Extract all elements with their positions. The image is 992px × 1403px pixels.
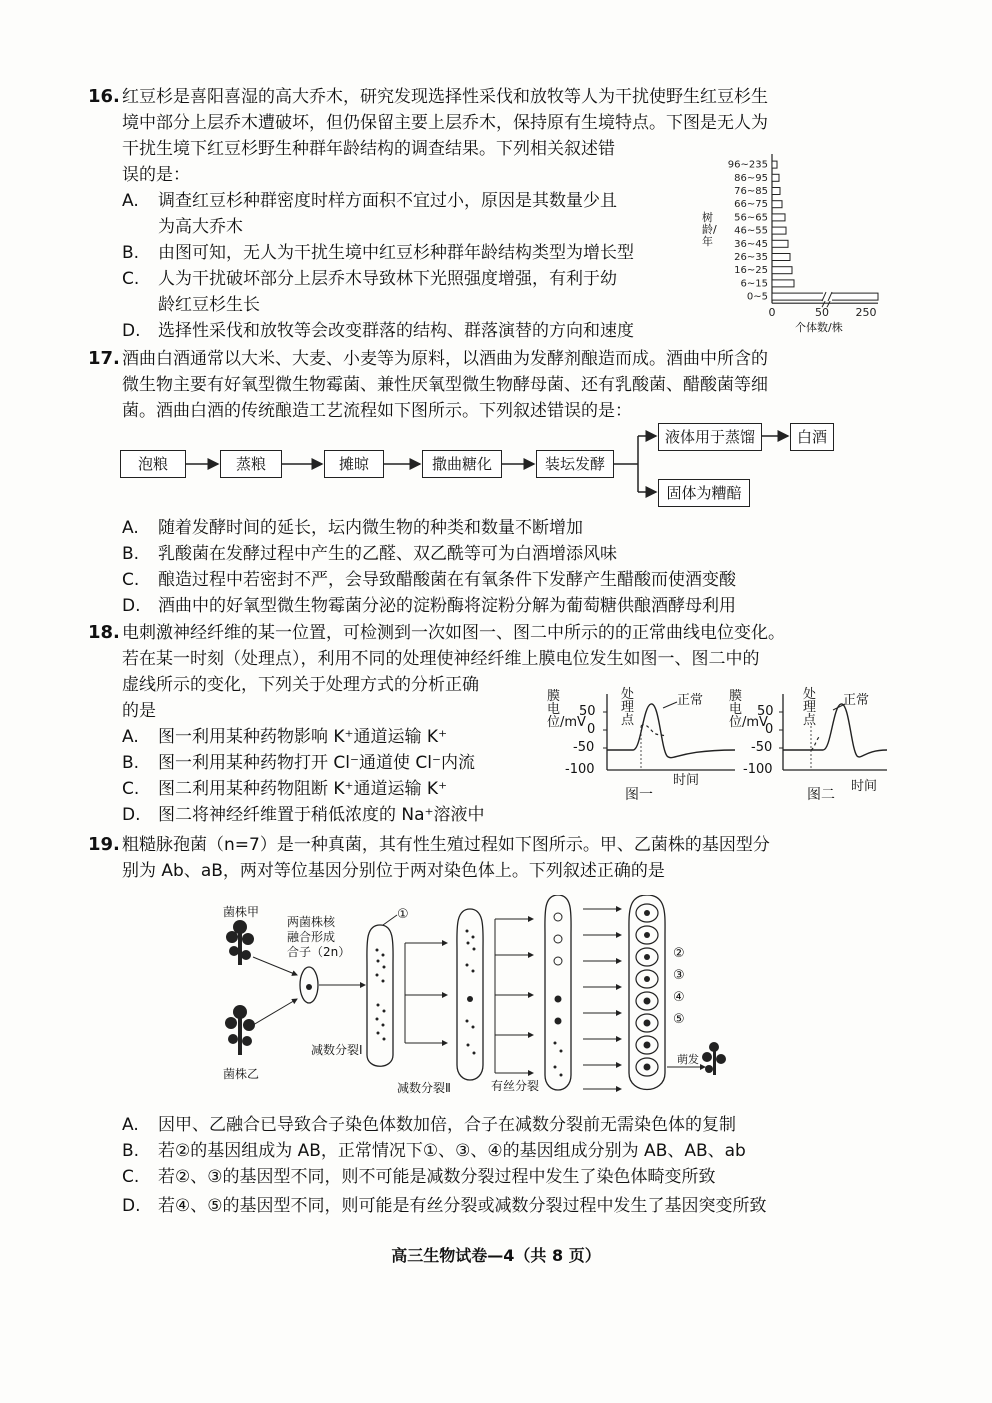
graph1-ylabel: 膜电位/mV bbox=[547, 689, 586, 730]
membrane-potential-graph-2 bbox=[727, 686, 897, 806]
age-bar-6~15 bbox=[772, 280, 794, 287]
flow-step-soak: 泡粮 bbox=[120, 450, 186, 478]
q18-option-b-text: 图一利用某种药物打开 Cl⁻通道使 Cl⁻内流 bbox=[158, 753, 475, 773]
q19-option-d-text: 若④、⑤的基因型不同，则可能是有丝分裂或减数分裂过程中发生了基因突变所致 bbox=[158, 1196, 767, 1216]
fusion-label-2: 融合形成 bbox=[287, 930, 336, 944]
q16-option-c-text: 人为干扰破坏部分上层乔木导致林下光照强度增强，有利于幼 bbox=[158, 269, 617, 289]
question-number-16: 16. bbox=[88, 86, 120, 107]
age-tick-label: 6~15 bbox=[740, 278, 768, 290]
q16-option-a-text-cont: 为高大乔木 bbox=[158, 217, 243, 237]
q18-option-d-label: D. bbox=[122, 805, 141, 825]
q19-stem-line-2: 别为 Ab、aB，两对等位基因分别位于两对染色体上。下列叙述正确的是 bbox=[122, 861, 665, 881]
q17-option-a-text: 随着发酵时间的延长，坛内微生物的种类和数量不断增加 bbox=[158, 518, 583, 538]
strain-a-label: 菌株甲 bbox=[223, 905, 260, 919]
q17-stem-line-2: 微生物主要有好氧型微生物霉菌、兼性厌氧型微生物酵母菌、还有乳酸菌、醋酸菌等细 bbox=[122, 375, 768, 395]
x-tick-label: 250 bbox=[855, 306, 877, 320]
q17-option-b-text: 乳酸菌在发酵过程中产生的乙醛、双乙酰等可为白酒增添风味 bbox=[158, 544, 617, 564]
fusion-label-3: 合子（2n） bbox=[287, 945, 351, 959]
age-bar-76~85 bbox=[772, 188, 780, 195]
question-number-19: 19. bbox=[88, 834, 120, 855]
graph1-xlabel: 时间 bbox=[673, 773, 700, 788]
age-bar-96~235 bbox=[772, 161, 777, 168]
q19-option-d-label: D. bbox=[122, 1196, 141, 1216]
q16-option-c-label: C. bbox=[122, 269, 140, 289]
graph1-ytick-50: 50 bbox=[579, 704, 596, 719]
age-bar-56~65 bbox=[772, 214, 785, 221]
graph2-point-label: 处理点 bbox=[803, 687, 817, 728]
marker-3: ③ bbox=[673, 968, 685, 983]
graph2-ytick-neg50: -50 bbox=[751, 740, 773, 755]
q17-option-a-label: A. bbox=[122, 518, 139, 538]
age-tick-label: 36~45 bbox=[734, 238, 768, 250]
flow-result-baijiu: 白酒 bbox=[790, 423, 834, 451]
graph1-ytick-0: 0 bbox=[587, 722, 596, 737]
flow-step-steam: 蒸粮 bbox=[220, 450, 282, 478]
q16-stem-line-2: 境中部分上层乔木遭破坏，但仍保留主要上层乔木，保持原有生境特点。下图是无人为 bbox=[122, 113, 768, 133]
q16-option-b-label: B. bbox=[122, 243, 140, 263]
graph2-ylabel: 膜电位/mV bbox=[729, 689, 768, 730]
q18-option-a-text: 图一利用某种药物影响 K⁺通道运输 K⁺ bbox=[158, 727, 448, 747]
q18-stem-line-2: 若在某一时刻（处理点），利用不同的处理使神经纤维上膜电位发生如图一、图二中的 bbox=[122, 649, 760, 669]
page-footer: 高三生物试卷—4（共 8 页） bbox=[391, 1246, 601, 1265]
age-bar-36~45 bbox=[772, 240, 788, 247]
q19-option-c-label: C. bbox=[122, 1167, 140, 1187]
flow-step-ferment: 装坛发酵 bbox=[536, 450, 614, 478]
q16-option-c-text-cont: 龄红豆杉生长 bbox=[158, 295, 260, 315]
q16-option-d-label: D. bbox=[122, 321, 141, 341]
q19-option-a-text: 因甲、乙融合已导致合子染色体数加倍，合子在减数分裂前无需染色体的复制 bbox=[158, 1115, 736, 1135]
q18-option-c-label: C. bbox=[122, 779, 140, 799]
q19-option-a-label: A. bbox=[122, 1115, 139, 1135]
age-tick-label: 76~85 bbox=[734, 186, 768, 197]
age-tick-label: 56~65 bbox=[734, 212, 768, 224]
graph1-normal-label: 正常 bbox=[677, 693, 704, 708]
strain-b-icon bbox=[225, 1005, 255, 1055]
graph2-ytick-50: 50 bbox=[757, 704, 774, 719]
age-bar-16~25 bbox=[772, 267, 792, 274]
q17-option-c-text: 酿造过程中若密封不严，会导致醋酸菌在有氧条件下发酵产生醋酸而使酒变酸 bbox=[158, 570, 736, 590]
q16-stem-line-4: 误的是： bbox=[122, 165, 190, 185]
strain-a-icon bbox=[226, 920, 254, 965]
age-bar-86~95 bbox=[772, 174, 779, 181]
q18-stem-line-4: 的是 bbox=[122, 701, 156, 721]
germinate-label: 萌发 bbox=[677, 1053, 699, 1066]
question-number-17: 17. bbox=[88, 348, 120, 369]
age-tick-label: 26~35 bbox=[734, 252, 768, 263]
q18-option-a-label: A. bbox=[122, 727, 139, 747]
q16-option-b-text: 由图可知，无人为干扰生境中红豆杉种群年龄结构类型为增长型 bbox=[158, 243, 634, 263]
flow-branch-solid: 固体为糟醅 bbox=[658, 479, 750, 507]
marker-1: ① bbox=[397, 907, 409, 922]
graph2-ytick-neg100: -100 bbox=[743, 762, 773, 777]
neurospora-life-cycle-diagram bbox=[215, 895, 735, 1100]
q17-option-d-label: D. bbox=[122, 596, 141, 616]
age-tick-label: 0~5 bbox=[746, 291, 768, 303]
q18-stem-line-1: 电刺激神经纤维的某一位置，可检测到一次如图一、图二中所示的的正常曲线电位变化。 bbox=[122, 623, 785, 643]
graph1-caption: 图一 bbox=[625, 787, 653, 803]
age-tick-label: 66~75 bbox=[734, 199, 768, 211]
germinated-mycelium-icon bbox=[702, 1042, 726, 1075]
age-bar-66~75 bbox=[772, 201, 782, 208]
flow-step-cool: 摊晾 bbox=[324, 450, 384, 478]
fusion-label-1: 两菌株核 bbox=[287, 915, 336, 929]
q19-stem-line-1: 粗糙脉孢菌（n=7）是一种真菌，其有性生殖过程如下图所示。甲、乙菌株的基因型分 bbox=[122, 835, 770, 855]
graph2-ytick-0: 0 bbox=[765, 722, 774, 737]
q16-option-d-text: 选择性采伐和放牧等会改变群落的结构、群落演替的方向和速度 bbox=[158, 321, 634, 341]
q17-stem-line-3: 菌。酒曲白酒的传统酿造工艺流程如下图所示。下列叙述错误的是： bbox=[122, 401, 632, 421]
graph1-ytick-neg100: -100 bbox=[565, 762, 595, 777]
q18-option-c-text: 图二利用某种药物阻断 K⁺通道运输 K⁺ bbox=[158, 779, 448, 799]
q18-option-d-text: 图二将神经纤维置于稍低浓度的 Na⁺溶液中 bbox=[158, 805, 485, 825]
q19-option-b-label: B. bbox=[122, 1141, 140, 1161]
age-tick-label: 86~95 bbox=[734, 172, 768, 184]
q17-stem-line-1: 酒曲白酒通常以大米、大麦、小麦等为原料，以酒曲为发酵剂酿造而成。酒曲中所含的 bbox=[122, 349, 768, 369]
marker-5: ⑤ bbox=[673, 1012, 685, 1027]
meiosis2-label: 减数分裂Ⅱ bbox=[397, 1081, 451, 1095]
q16-option-a-text: 调查红豆杉种群密度时样方面积不宜过小，原因是其数量少且 bbox=[158, 191, 617, 211]
age-bar-26~35 bbox=[772, 254, 790, 261]
age-tick-label: 96~235 bbox=[727, 159, 768, 171]
x-tick-label: 50 bbox=[815, 306, 829, 320]
q19-option-b-text: 若②的基因组成为 AB，正常情况下①、③、④的基因组成分别为 AB、AB、ab bbox=[158, 1141, 746, 1161]
question-number-18: 18. bbox=[88, 622, 120, 643]
strain-b-label: 菌株乙 bbox=[223, 1067, 260, 1081]
x-tick-label: 0 bbox=[768, 306, 776, 320]
graph2-normal-label: 正常 bbox=[843, 693, 870, 708]
graph2-caption: 图二 bbox=[807, 787, 835, 803]
age-bar-46~55 bbox=[772, 227, 786, 234]
flow-step-saccharify: 撒曲糖化 bbox=[422, 450, 502, 478]
mitosis-label: 有丝分裂 bbox=[491, 1079, 540, 1093]
q18-stem-line-3: 虚线所示的变化，下列关于处理方式的分析正确 bbox=[122, 675, 479, 695]
q16-stem-line-3: 干扰生境下红豆杉野生种群年龄结构的调查结果。下列相关叙述错 bbox=[122, 139, 615, 159]
q17-option-d-text: 酒曲中的好氧型微生物霉菌分泌的淀粉酶将淀粉分解为葡萄糖供酿酒酵母利用 bbox=[158, 596, 736, 616]
chart-ylabel: 树龄/年 bbox=[702, 211, 717, 248]
meiosis1-label: 减数分裂Ⅰ bbox=[311, 1043, 363, 1057]
age-tick-label: 16~25 bbox=[734, 265, 768, 277]
marker-4: ④ bbox=[673, 990, 685, 1005]
age-structure-chart bbox=[700, 150, 890, 340]
membrane-potential-graph-1 bbox=[545, 686, 768, 806]
graph1-ytick-neg50: -50 bbox=[573, 740, 595, 755]
age-tick-label: 46~55 bbox=[734, 225, 768, 237]
q16-stem-line-1: 红豆杉是喜阳喜湿的高大乔木，研究发现选择性采伐和放牧等人为干扰使野生红豆杉生 bbox=[122, 87, 768, 107]
graph1-point-label: 处理点 bbox=[621, 687, 635, 728]
q16-option-a-label: A. bbox=[122, 191, 139, 211]
marker-2: ② bbox=[673, 946, 685, 961]
q19-option-c-text: 若②、③的基因型不同，则不可能是减数分裂过程中发生了染色体畸变所致 bbox=[158, 1167, 716, 1187]
q17-option-c-label: C. bbox=[122, 570, 140, 590]
q17-option-b-label: B. bbox=[122, 544, 140, 564]
graph2-xlabel: 时间 bbox=[851, 779, 878, 794]
q18-option-b-label: B. bbox=[122, 753, 140, 773]
flow-branch-liquid: 液体用于蒸馏 bbox=[658, 423, 762, 451]
chart-xlabel: 个体数/株 bbox=[795, 321, 843, 334]
